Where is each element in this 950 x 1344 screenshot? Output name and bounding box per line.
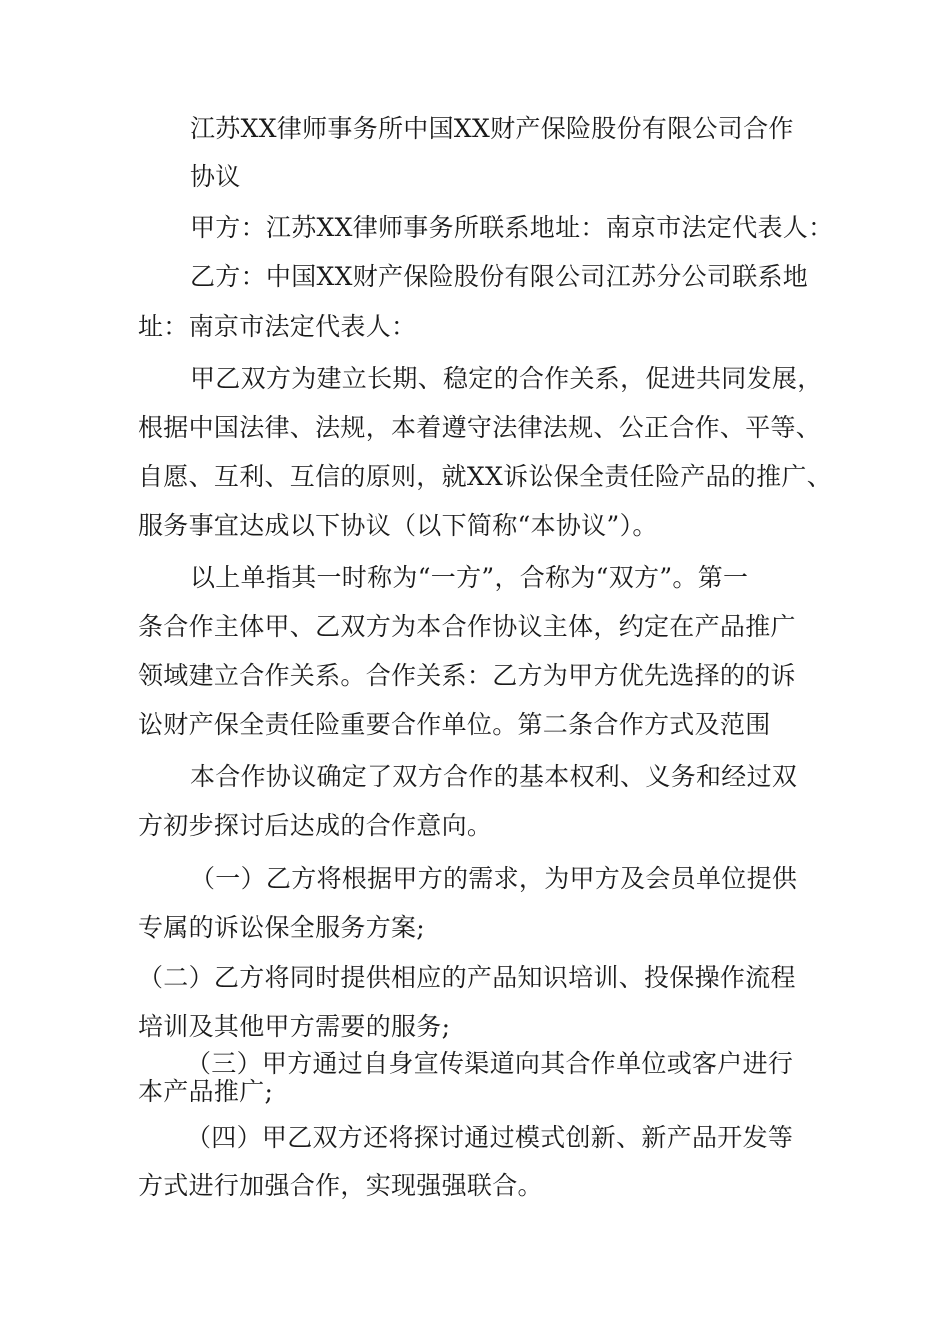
item-four-line-2: 方式进行加强合作，实现强强联合。 (138, 1171, 543, 1200)
preamble-line-3: 自愿、互利、互信的原则，就XX诉讼保全责任险产品的推广、 (138, 462, 832, 491)
party-a-line: 甲方：江苏XX律师事务所联系地址：南京市法定代表人： (190, 213, 834, 242)
article-one-line-3: 领域建立合作关系。合作关系：乙方为甲方优先选择的的诉 (138, 661, 796, 690)
item-three-line-1: （三）甲方通过自身宣传渠道向其合作单位或客户进行 (186, 1049, 794, 1078)
preamble-line-2: 根据中国法律、法规，本着遵守法律法规、公正合作、平等、 (138, 413, 822, 442)
party-b-line-2: 址：南京市法定代表人： (138, 312, 417, 341)
item-four-line-1: （四）甲乙双方还将探讨通过模式创新、新产品开发等 (186, 1123, 794, 1152)
item-one-line-1: （一）乙方将根据甲方的需求，为甲方及会员单位提供 (190, 864, 798, 893)
article-two-intro-line-2: 方初步探讨后达成的合作意向。 (138, 811, 493, 840)
title-line-2: 协议 (190, 162, 241, 191)
item-one-line-2: 专属的诉讼保全服务方案; (138, 913, 426, 942)
article-one-line-2: 条合作主体甲、乙双方为本合作协议主体，约定在产品推广 (138, 612, 796, 641)
preamble-line-4: 服务事宜达成以下协议（以下简称“本协议”）。 (138, 511, 658, 540)
preamble-line-1: 甲乙双方为建立长期、稳定的合作关系，促进共同发展， (190, 364, 823, 393)
article-one-line-1: 以上单指其一时称为“一方”，合称为“双方”。第一 (190, 563, 749, 592)
article-two-intro-line-1: 本合作协议确定了双方合作的基本权利、义务和经过双 (190, 762, 798, 791)
article-one-line-4: 讼财产保全责任险重要合作单位。第二条合作方式及范围 (138, 710, 771, 739)
title-line-1: 江苏XX律师事务所中国XX财产保险股份有限公司合作 (190, 114, 794, 143)
item-two-line-2: 培训及其他甲方需要的服务; (138, 1012, 451, 1041)
party-b-line-1: 乙方：中国XX财产保险股份有限公司江苏分公司联系地 (190, 262, 809, 291)
item-two-line-1: （二）乙方将同时提供相应的产品知识培训、投保操作流程 (138, 963, 796, 992)
item-three-line-2: 本产品推广; (138, 1077, 274, 1106)
